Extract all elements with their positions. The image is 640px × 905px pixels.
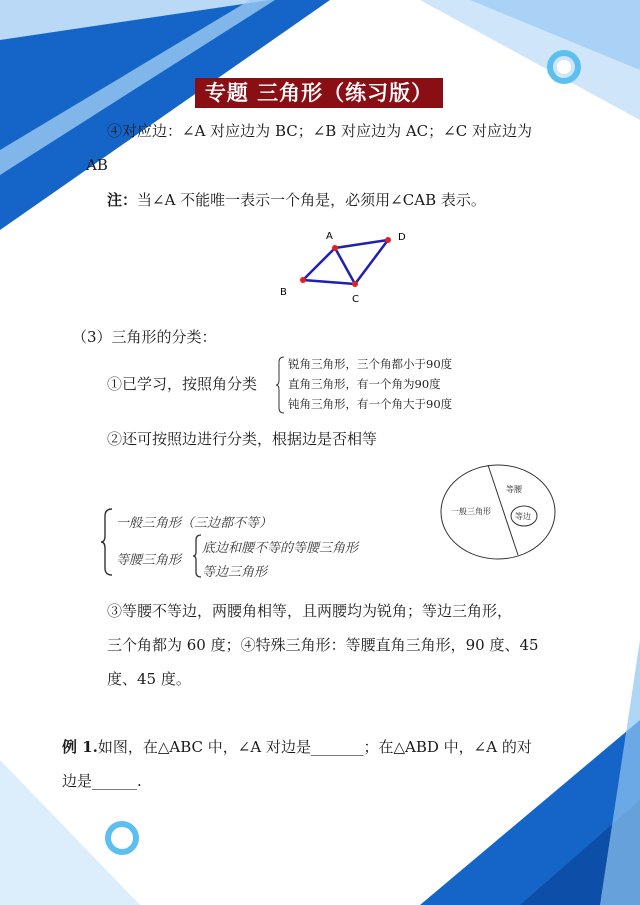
ring-icon-bottom-left — [108, 824, 136, 852]
big-brace-icon — [100, 508, 114, 576]
paragraph-3-line2: 三个角都为 60 度；④特殊三角形：等腰直角三角形，90 度、45 — [107, 636, 539, 654]
handwritten-isosceles-triangle: 等腰三角形 — [116, 553, 182, 568]
class-acute: 锐角三角形，三个角都小于90度 — [288, 357, 453, 371]
section-3-heading: （3）三角形的分类： — [72, 328, 217, 346]
class-obtuse: 钝角三角形，有一个角大于90度 — [288, 397, 453, 411]
corresponding-sides-cont: AB — [86, 156, 108, 174]
circle-label-equilateral: 等边 — [515, 512, 531, 521]
example-label: 例 1. — [62, 738, 98, 756]
page-title: 专题 三角形（练习版） — [195, 78, 443, 108]
label-b: B — [280, 287, 287, 298]
handwritten-general-triangle: 一般三角形（三边都不等） — [116, 516, 273, 531]
label-a: A — [326, 231, 333, 242]
angle-classification-lead: ①已学习，按照角分类 — [107, 375, 258, 393]
circle-label-general: 一般三角形 — [451, 507, 491, 516]
brace-icon — [276, 356, 286, 414]
note-label: 注： — [107, 191, 138, 209]
point-c — [352, 281, 358, 287]
point-b — [300, 277, 306, 283]
paragraph-3-line3: 度、45 度。 — [107, 670, 191, 688]
small-brace-icon — [192, 534, 202, 578]
example-question: 如图，在△ABC 中，∠A 对边是_______；在△ABD 中，∠A 的对 — [97, 738, 532, 756]
point-d — [385, 237, 391, 243]
circle-label-isosceles: 等腰 — [506, 485, 522, 494]
label-d: D — [398, 232, 406, 243]
handwritten-sub-isosceles: 底边和腰不等的等腰三角形 — [202, 541, 359, 556]
handwritten-sub-equilateral: 等边三角形 — [202, 565, 268, 580]
venn-circle-diagram — [438, 462, 558, 562]
example-1-line2: 边是______. — [62, 772, 142, 790]
side-classification-lead: ②还可按照边进行分类，根据边是否相等 — [107, 430, 378, 448]
corresponding-sides-line: ④对应边：∠A 对应边为 BC；∠B 对应边为 AC；∠C 对应边为 — [107, 122, 532, 140]
note-text: 当∠A 不能唯一表示一个角是，必须用∠CAB 表示。 — [137, 191, 486, 209]
point-a — [332, 245, 338, 251]
quadrilateral-figure — [270, 225, 420, 310]
class-right: 直角三角形，有一个角为90度 — [288, 377, 441, 391]
paragraph-3-line1: ③等腰不等边，两腰角相等，且两腰均为锐角；等边三角形， — [107, 602, 513, 620]
note-paragraph — [107, 190, 486, 210]
example-1-line1 — [62, 737, 532, 757]
label-c: C — [352, 294, 359, 305]
